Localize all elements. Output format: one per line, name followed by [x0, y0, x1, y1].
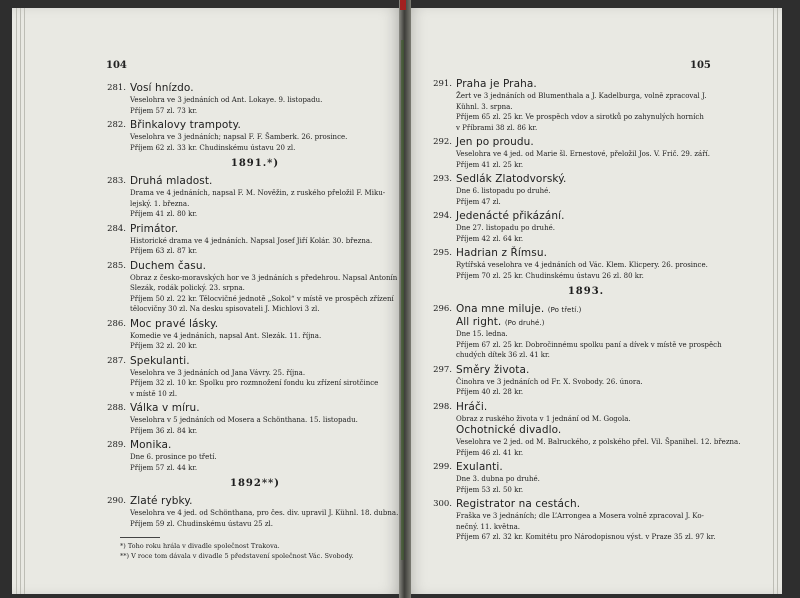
entry-line: Obraz z česko-moravských hor ve 3 jednáních s předehrou. Napsal Antonín	[130, 273, 398, 282]
entry-line: Příjem 36 zl. 84 kr.	[130, 426, 198, 435]
entry-line: Příjem 32 zl. 10 kr. Spolku pro rozmnožení fondu ku zřízení sirotčince	[130, 379, 379, 387]
right-page	[404, 8, 782, 594]
entry-title	[456, 303, 726, 316]
entry-line: Příjem 32 zl. 20 kr.	[130, 342, 198, 350]
entry	[100, 175, 390, 220]
entry-line: Komedie ve 4 jednáních, napsal Ant. Slezák. 11. října.	[130, 331, 322, 340]
entry	[100, 495, 399, 529]
entry-line: nečný. 11. května.	[456, 522, 520, 531]
entry-line: Veselohra v 5 jednáních od Mosera a Schönthana. 15. listopadu.	[130, 416, 358, 424]
entry	[100, 259, 398, 315]
entry	[426, 461, 726, 495]
entry-line: Žert ve 3 jednáních od Blumenthala a J. Kadelburga, volně zpracoval J.	[456, 92, 707, 100]
entry-line: v místě 10 zl.	[130, 389, 178, 398]
entry-line: Slezák, rodák polický. 23. srpna.	[130, 284, 245, 292]
entry-line: Fraška ve 3 jednáních; dle L’Arrongea a Mosera volně zpracoval J. Ko-	[456, 512, 704, 520]
entry-number: 281.	[107, 83, 126, 93]
entry-line: Dne 6. prosince po třetí.	[130, 453, 217, 461]
entry-number: 300.	[433, 499, 452, 509]
entry-line: Příjem 57 zl. 73 kr.	[130, 106, 198, 115]
entry-line: Příjem 47 zl.	[456, 197, 501, 206]
spine-ribbon	[400, 0, 406, 10]
page-edge	[773, 8, 774, 594]
entry	[100, 223, 390, 257]
left-column	[100, 82, 399, 561]
entry-line: lejský. 1. března.	[130, 199, 190, 208]
entry-number: 285.	[107, 260, 126, 271]
entry-line: Veselohra ve 3 jednáních od Jana Vávry. 25. října.	[130, 368, 306, 377]
right-column	[426, 78, 741, 546]
entry-number: 286.	[107, 318, 126, 329]
entry-title: Duchem času.	[130, 259, 207, 272]
entry-line: Příjem 50 zl. 22 kr. Tělocvičné jednotě „Sokol“ v místě ve prospěch zřízení	[130, 294, 394, 303]
entry-line: Příjem 42 zl. 64 kr.	[456, 234, 524, 243]
entry-number: 299.	[433, 462, 452, 472]
entry-title: Vosí hnízdo.	[130, 82, 194, 94]
entry-title: Směry života.	[456, 363, 530, 376]
entry	[426, 173, 726, 207]
entry-line: Příjem 62 zl. 33 kr. Chudinskému ústavu 20 zl.	[130, 143, 296, 152]
footnote: *) Toho roku hrála v divadle společnost Trakova.	[120, 542, 280, 550]
entry-line: Příjem 53 zl. 50 kr.	[456, 485, 524, 494]
entry-line: Příjem 70 zl. 25 kr. Chudinskému ústavu 26 zl. 80 kr.	[456, 271, 644, 280]
entry	[100, 439, 390, 473]
entry-title: Zlaté rybky.	[130, 495, 193, 507]
entry-line: Veselohra ve 2 jed. od M. Balruckého, z polského přel. Vil. Španihel. 12. března.	[456, 438, 741, 446]
year-heading: 1893.	[567, 286, 605, 297]
entry-number: 295.	[433, 248, 452, 258]
entry	[100, 355, 390, 400]
entry-number: 283.	[107, 176, 126, 186]
entry-line: Příjem 67 zl. 32 kr. Komitétu pro Národopisnou výst. v Praze 35 zl. 97 kr.	[456, 533, 716, 541]
entry-number: 289.	[107, 440, 126, 450]
page-number-right: 105	[690, 60, 711, 71]
entry-number: 290.	[107, 496, 126, 506]
entry-number: 282.	[107, 120, 126, 130]
entry	[426, 364, 726, 398]
entry-line: Dne 15. ledna.	[456, 330, 508, 338]
page-edge	[20, 8, 21, 594]
entry-title: Monika.	[130, 439, 172, 451]
entry-line: Kühnl. 3. srpna.	[456, 102, 513, 111]
entry-number: 291.	[433, 79, 452, 89]
entry-number: 294.	[433, 211, 452, 221]
entry-title-note: (Po druhé.)	[504, 319, 545, 327]
entry-title: Válka v míru.	[130, 402, 200, 414]
entry-title: Břinkalovy trampoty.	[130, 119, 241, 131]
entry-line: Příjem 59 zl. Chudinskému ústavu 25 zl.	[130, 519, 273, 528]
entry-line: Veselohra ve 3 jednáních od Ant. Lokaye. 9. listopadu.	[130, 96, 323, 104]
entry-number: 284.	[107, 223, 126, 234]
entry-line: Příjem 46 zl. 41 kr.	[456, 448, 524, 457]
entry	[100, 318, 390, 352]
entry-number: 292.	[433, 137, 452, 147]
entry-line: Dne 3. dubna po druhé.	[456, 475, 540, 483]
entry-title: Ochotnické divadlo.	[456, 424, 562, 436]
gutter-thread	[401, 40, 404, 560]
entry-number: 298.	[433, 401, 452, 412]
entry	[426, 210, 726, 244]
entry-title-note: (Po třetí.)	[547, 306, 582, 314]
entry	[100, 402, 390, 436]
entry-title: Spekulanti.	[130, 354, 190, 367]
entry-line: Příjem 63 zl. 87 kr.	[130, 247, 198, 255]
entry-title: Praha je Praha.	[456, 78, 537, 90]
page-number-left: 104	[106, 60, 127, 71]
entry	[426, 78, 726, 133]
page-edge	[24, 8, 25, 594]
entry-title: Hráči.	[456, 400, 488, 413]
entry-line: Veselohra ve 4 jed. od Schönthana, pro čes. div. upravil J. Kühnl. 18. dubna.	[130, 509, 399, 517]
entry-number: 296.	[433, 304, 452, 314]
entry-line: Příjem 65 zl. 25 kr. Ve prospěch vdov a sirotků po zahynulých horních	[456, 113, 704, 121]
entry-title: Registrator na cestách.	[456, 498, 581, 510]
entry-line: Historické drama ve 4 jednáních. Napsal Josef Jiří Kolár. 30. března.	[130, 236, 373, 245]
entry-title-text: Ona mne miluje.	[456, 303, 545, 315]
entry-line: Příjem 40 zl. 28 kr.	[456, 388, 524, 396]
entry-line: Dne 27. listopadu po druhé.	[456, 224, 555, 232]
footnote-rule	[120, 537, 160, 538]
entry-number: 288.	[107, 403, 126, 413]
page-edge	[777, 8, 778, 594]
entry-line: chudých dítek 36 zl. 41 kr.	[456, 351, 550, 359]
entry-title-text: All right.	[456, 316, 502, 328]
entry-title: Jedenácté přikázání.	[456, 210, 565, 222]
entry	[100, 119, 390, 153]
entry-line: Příjem 67 zl. 25 kr. Dobročinnému spolku paní a dívek v místě ve prospěch	[456, 340, 722, 349]
year-heading: 1892**)	[229, 478, 281, 489]
entry-line: Činohra ve 3 jednáních od Fr. X. Svobody. 26. února.	[456, 377, 643, 386]
entry-number: 287.	[107, 355, 126, 366]
entry-line: Příjem 41 zl. 25 kr.	[456, 160, 524, 169]
entry-line: v Příbrami 38 zl. 86 kr.	[456, 123, 538, 132]
entry-line: Rytířská veselohra ve 4 jednáních od Vác. Klem. Klicpery. 26. prosince.	[456, 261, 708, 269]
entry-title: Hadrian z Římsu.	[456, 247, 548, 259]
entry-number: 293.	[433, 174, 452, 184]
entry	[426, 136, 726, 170]
left-page	[12, 8, 404, 594]
entry-line: Příjem 57 zl. 44 kr.	[130, 463, 198, 472]
footnote: **) V roce tom dávala v divadle 5 představení společnost Vác. Svobody.	[120, 552, 354, 560]
entry	[426, 247, 726, 281]
page-edge	[16, 8, 17, 594]
entry-title: Druhá mladost.	[130, 175, 213, 187]
entry	[426, 303, 726, 361]
entry-line: Příjem 41 zl. 80 kr.	[130, 210, 198, 218]
entry-title: Jen po proudu.	[456, 136, 534, 148]
entry-line: tělocvičny 30 zl. Na desku spisovateli J. Michlovi 3 zl.	[130, 305, 320, 313]
entry-title: Primátor.	[130, 222, 179, 235]
entry-title: Exulanti.	[456, 461, 503, 473]
entry-line: Obraz z ruského života v 1 jednání od M. Gogola.	[456, 414, 631, 423]
entry-line: Veselohra ve 3 jednáních; napsal F. F. Šamberk. 26. prosince.	[130, 133, 348, 141]
entry	[100, 82, 390, 116]
entry-title: Moc pravé lásky.	[130, 317, 219, 330]
entry-line: Drama ve 4 jednáních, napsal F. M. Nověžin, z ruského přeložil F. Miku-	[130, 189, 386, 197]
entry-line: Veselohra ve 4 jed. od Marie šl. Ernestové, přeložil Jos. V. Frič. 29. září.	[456, 150, 711, 158]
entry-line: Dne 6. listopadu po druhé.	[456, 187, 551, 195]
entry-title	[456, 316, 726, 329]
entry-title: Sedlák Zlatodvorský.	[456, 173, 567, 185]
entry	[426, 498, 726, 543]
entry-number: 297.	[433, 364, 452, 375]
year-heading: 1891.*)	[230, 158, 280, 169]
entry	[426, 400, 741, 459]
